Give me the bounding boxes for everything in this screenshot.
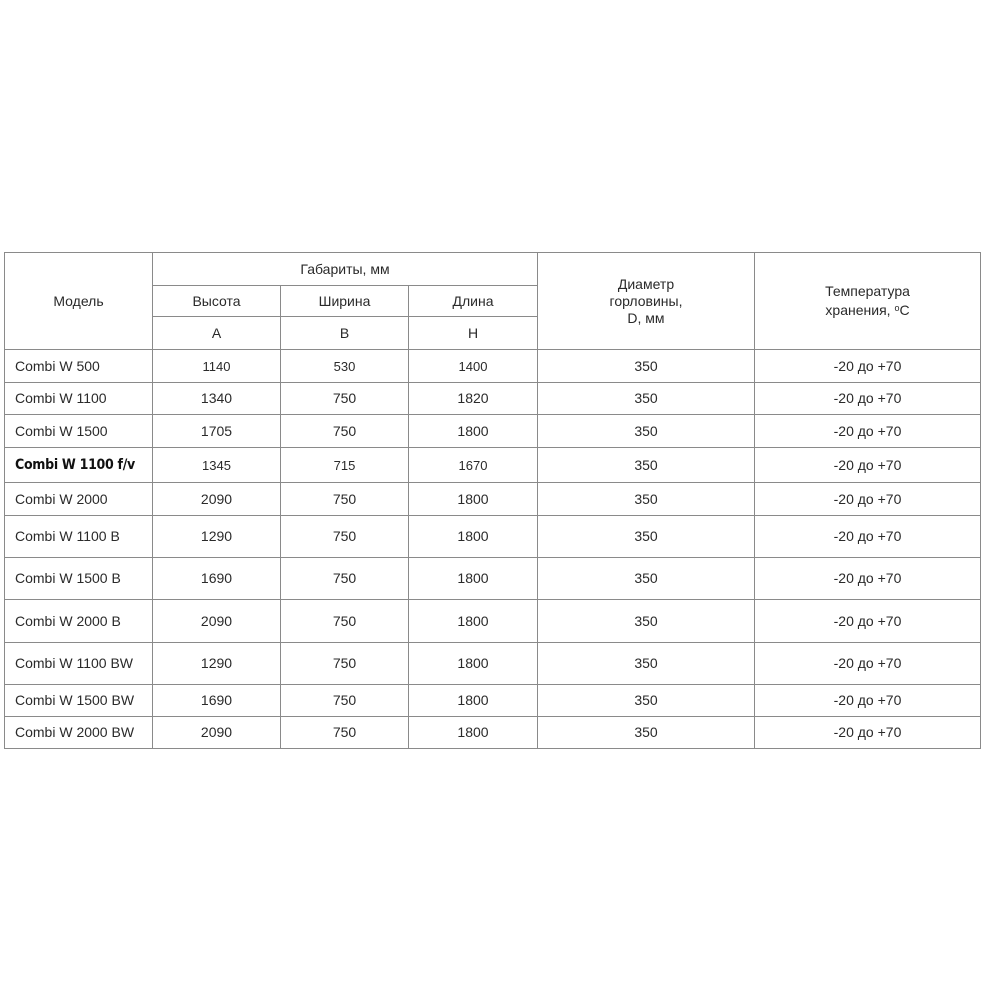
temperature-cell: -20 до +70: [755, 643, 981, 685]
diameter-cell: 350: [538, 643, 755, 685]
header-model: Модель: [5, 253, 153, 350]
temperature-cell: -20 до +70: [755, 600, 981, 643]
diameter-cell: 350: [538, 516, 755, 558]
header-length-code: H: [409, 317, 538, 350]
header-height-code: A: [153, 317, 281, 350]
model-cell: Combi W 2000 B: [5, 600, 153, 643]
table-row: [5, 483, 981, 516]
table-row: [5, 516, 981, 558]
temperature-cell: -20 до +70: [755, 415, 981, 448]
length-cell: 1800: [409, 685, 538, 717]
header-width: Ширина: [281, 286, 409, 317]
model-cell: Combi W 1500 BW: [5, 685, 153, 717]
width-cell: 750: [281, 558, 409, 600]
header-length: Длина: [409, 286, 538, 317]
height-cell: 1705: [153, 415, 281, 448]
table-row: [5, 600, 981, 643]
width-cell: 750: [281, 415, 409, 448]
model-cell: Combi W 1500 B: [5, 558, 153, 600]
height-cell: 2090: [153, 600, 281, 643]
temperature-cell: -20 до +70: [755, 483, 981, 516]
table-row: [5, 643, 981, 685]
temperature-cell: -20 до +70: [755, 448, 981, 483]
height-cell: 1140: [153, 350, 281, 383]
diameter-cell: 350: [538, 448, 755, 483]
model-cell: Combi W 1100 BW: [5, 643, 153, 685]
header-height: Высота: [153, 286, 281, 317]
length-cell: 1800: [409, 516, 538, 558]
header-row-1: [5, 253, 981, 286]
width-cell: 750: [281, 685, 409, 717]
diameter-cell: 350: [538, 600, 755, 643]
diameter-cell: 350: [538, 717, 755, 749]
header-temp-line2: хранения,: [825, 302, 895, 318]
temperature-cell: -20 до +70: [755, 558, 981, 600]
temperature-cell: -20 до +70: [755, 516, 981, 558]
header-width-code: B: [281, 317, 409, 350]
model-cell: Combi W 2000 BW: [5, 717, 153, 749]
length-cell: 1800: [409, 717, 538, 749]
diameter-cell: 350: [538, 685, 755, 717]
height-cell: 1290: [153, 516, 281, 558]
diameter-cell: 350: [538, 350, 755, 383]
width-cell: 530: [281, 350, 409, 383]
model-cell: Combi W 1100 B: [5, 516, 153, 558]
model-cell: Combi W 1500: [5, 415, 153, 448]
model-cell: Combi W 1100: [5, 383, 153, 415]
length-cell: 1800: [409, 415, 538, 448]
header-temp-unit: С: [899, 302, 910, 318]
length-cell: 1800: [409, 558, 538, 600]
header-dimensions: Габариты, мм: [153, 253, 538, 286]
width-cell: 750: [281, 383, 409, 415]
width-cell: 715: [281, 448, 409, 483]
diameter-cell: 350: [538, 483, 755, 516]
diameter-cell: 350: [538, 558, 755, 600]
table-row: [5, 717, 981, 749]
height-cell: 2090: [153, 717, 281, 749]
header-temperature: [755, 253, 981, 350]
specifications-table: [4, 252, 981, 749]
header-diameter: [538, 253, 755, 350]
temperature-cell: -20 до +70: [755, 717, 981, 749]
height-cell: 1340: [153, 383, 281, 415]
header-diameter-line2: горловины,: [609, 292, 683, 309]
table-row: [5, 685, 981, 717]
length-cell: 1400: [409, 350, 538, 383]
height-cell: 1690: [153, 685, 281, 717]
height-cell: 1290: [153, 643, 281, 685]
height-cell: 1345: [153, 448, 281, 483]
temperature-cell: -20 до +70: [755, 383, 981, 415]
width-cell: 750: [281, 483, 409, 516]
model-cell: Combi W 500: [5, 350, 153, 383]
length-cell: 1800: [409, 643, 538, 685]
length-cell: 1800: [409, 600, 538, 643]
height-cell: 1690: [153, 558, 281, 600]
table-row: [5, 383, 981, 415]
width-cell: 750: [281, 516, 409, 558]
table-row: [5, 448, 981, 483]
header-diameter-line1: Диаметр: [617, 275, 675, 292]
length-cell: 1670: [409, 448, 538, 483]
table-row: [5, 558, 981, 600]
width-cell: 750: [281, 600, 409, 643]
table-row: [5, 350, 981, 383]
temperature-cell: -20 до +70: [755, 350, 981, 383]
header-temp-line1: Температура: [825, 283, 910, 299]
length-cell: 1820: [409, 383, 538, 415]
model-cell: Combi W 2000: [5, 483, 153, 516]
height-cell: 2090: [153, 483, 281, 516]
model-cell: Combi W 1100 f/v: [5, 448, 153, 483]
table-row: [5, 415, 981, 448]
diameter-cell: 350: [538, 415, 755, 448]
header-diameter-line3: D, мм: [627, 309, 665, 326]
temperature-cell: -20 до +70: [755, 685, 981, 717]
width-cell: 750: [281, 643, 409, 685]
width-cell: 750: [281, 717, 409, 749]
diameter-cell: 350: [538, 383, 755, 415]
header-temp-degree: o: [894, 303, 900, 313]
length-cell: 1800: [409, 483, 538, 516]
